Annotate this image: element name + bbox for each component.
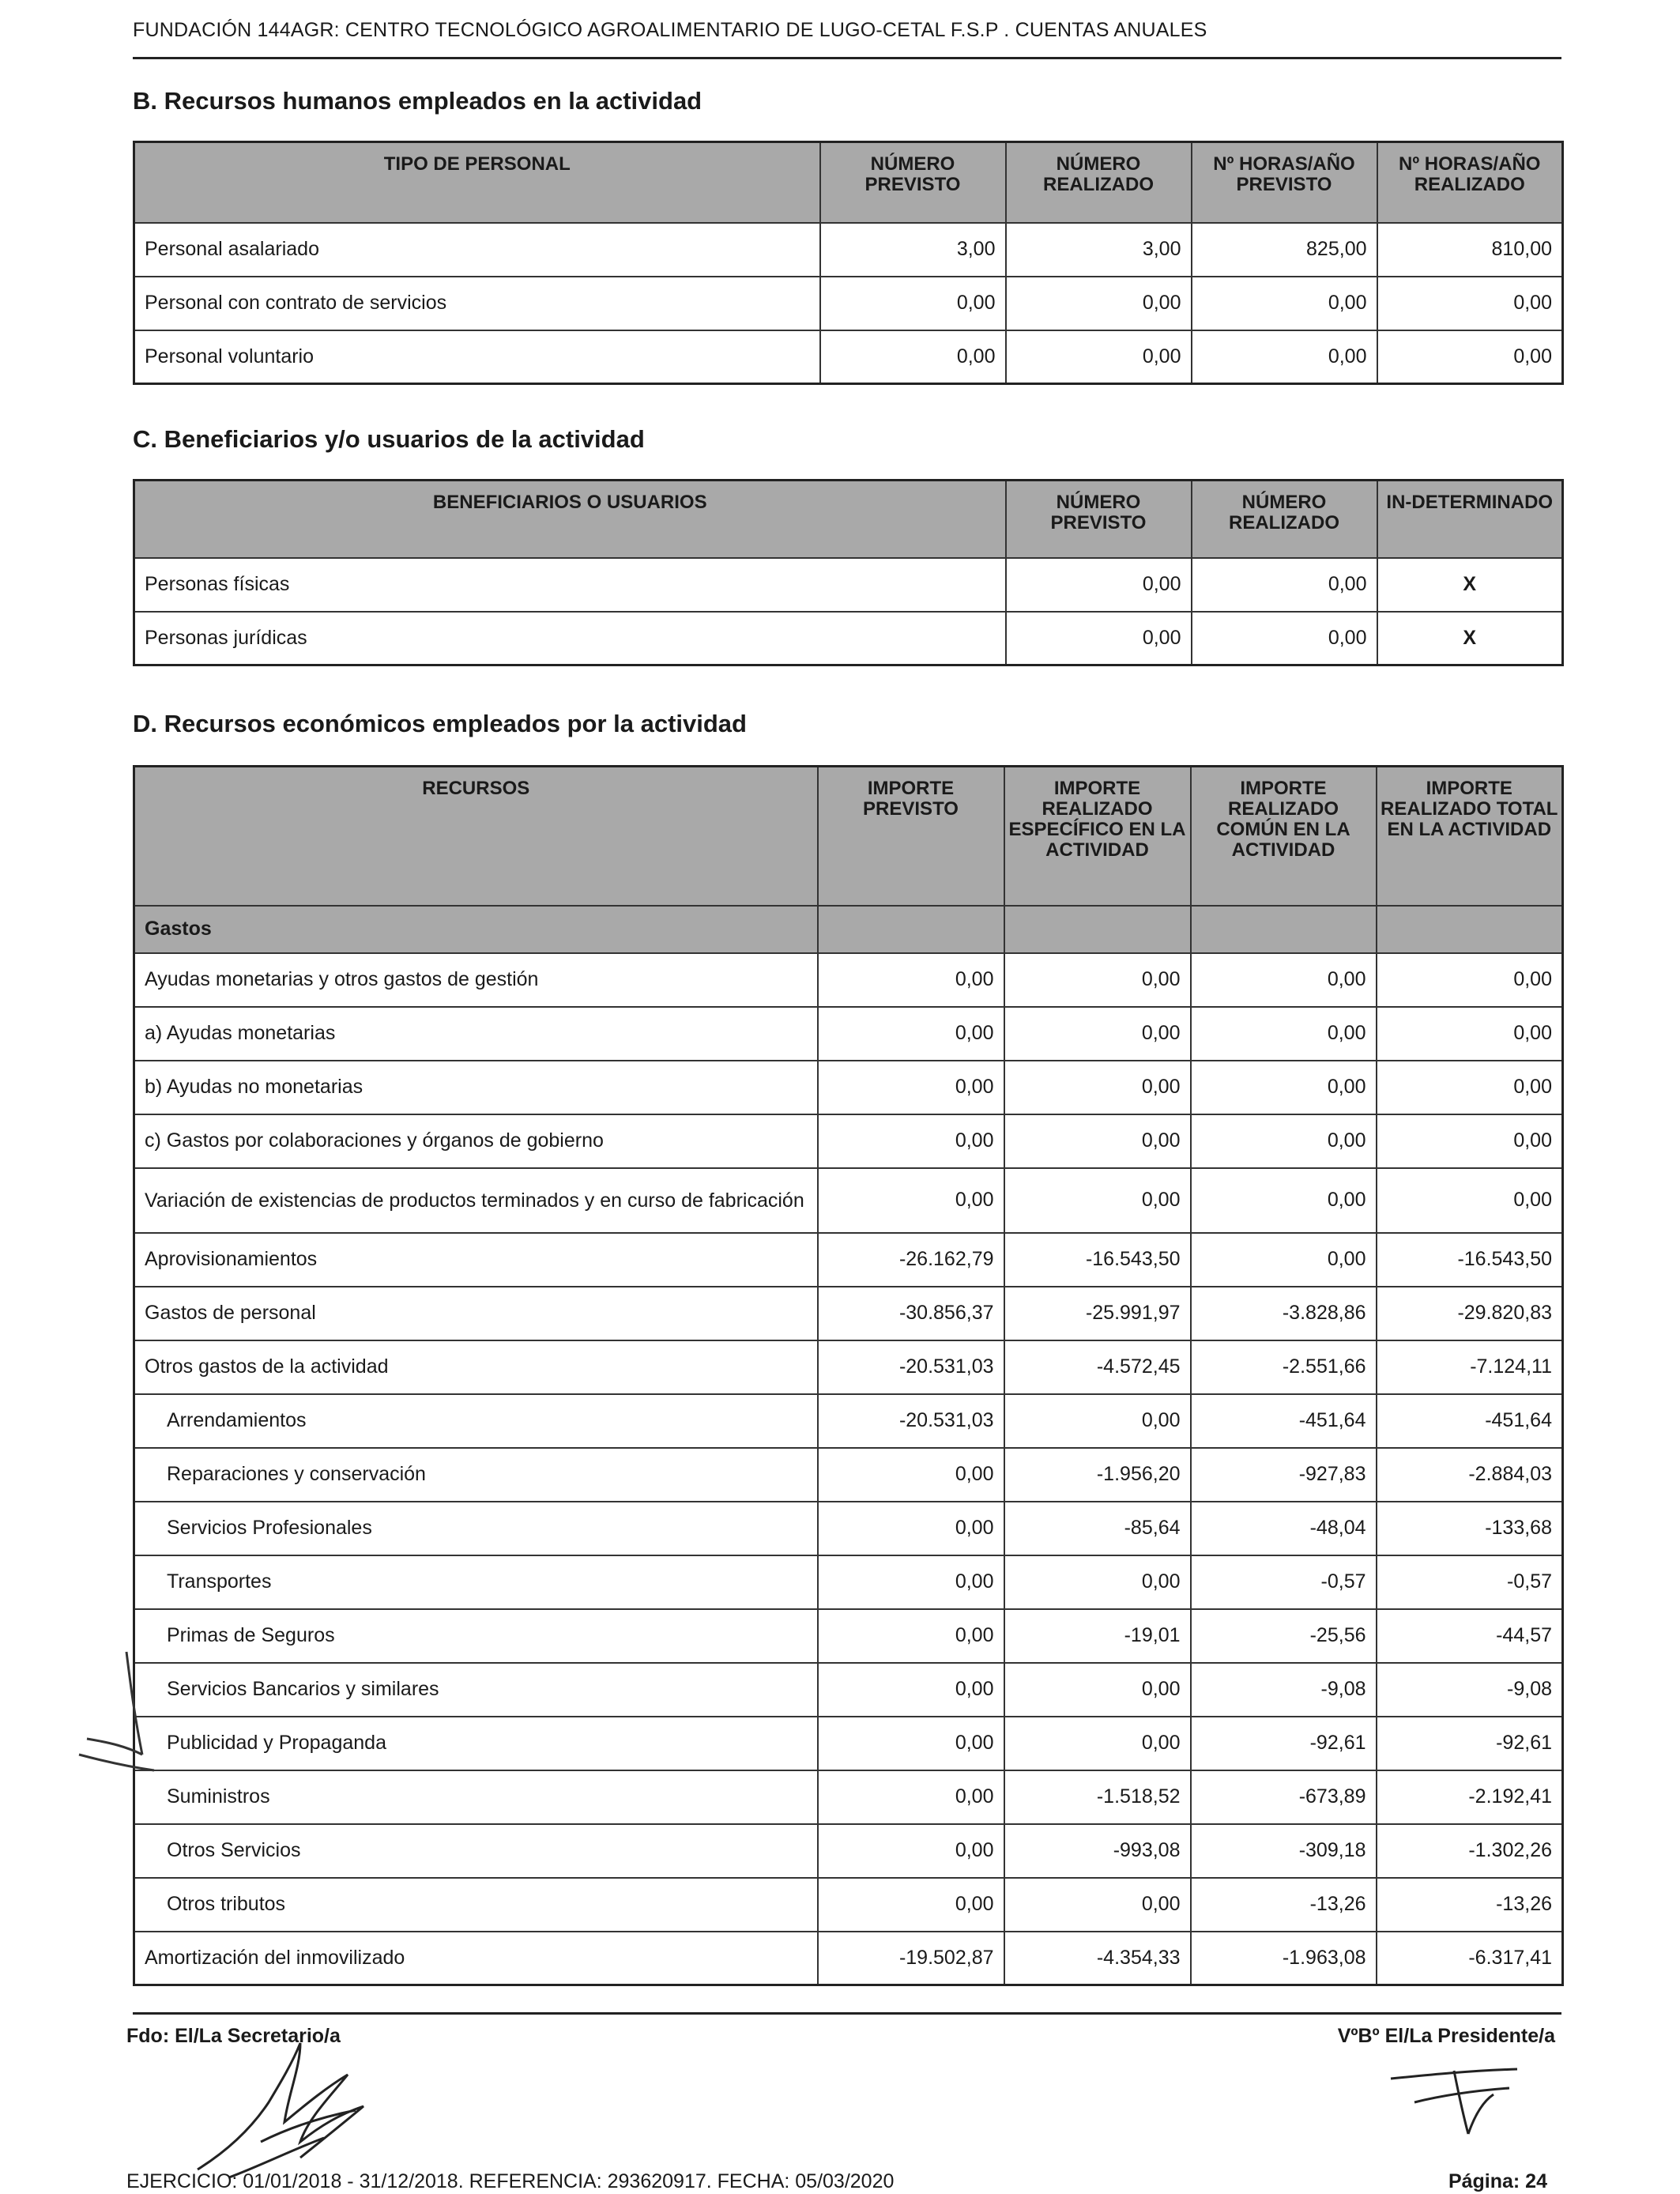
cell-value: 0,00 (1192, 612, 1377, 665)
empty-cell (1004, 906, 1191, 953)
cell-value: -48,04 (1191, 1502, 1377, 1555)
cell-value: -30.856,37 (818, 1287, 1004, 1340)
beneficiaries-table (133, 479, 1564, 666)
row-label: Ayudas monetarias y otros gastos de gestión (134, 953, 818, 1007)
cell-value: -0,57 (1191, 1555, 1377, 1609)
cell-value: 0,00 (1006, 330, 1192, 384)
cell-value: 0,00 (1191, 953, 1377, 1007)
cell-value: -19.502,87 (818, 1932, 1004, 1985)
row-label: Variación de existencias de productos terminados y en curso de fabricación (134, 1168, 818, 1233)
table-row (134, 558, 1563, 612)
cell-value: 0,00 (1004, 1663, 1191, 1717)
col-header: TIPO DE PERSONAL (134, 142, 820, 223)
cell-value: -927,83 (1191, 1448, 1377, 1502)
col-header: BENEFICIARIOS O USUARIOS (134, 481, 1006, 558)
table-row (134, 1555, 1563, 1609)
cell-value: 0,00 (1004, 1007, 1191, 1061)
cell-value: 0,00 (1004, 1394, 1191, 1448)
table-row (134, 1663, 1563, 1717)
cell-value: 0,00 (1377, 1007, 1563, 1061)
col-header: NÚMERO REALIZADO (1006, 142, 1192, 223)
row-label: Personal con contrato de servicios (134, 277, 820, 330)
table-row (134, 1770, 1563, 1824)
cell-value: 0,00 (1377, 1061, 1563, 1114)
cell-value: -92,61 (1377, 1717, 1563, 1770)
cell-value: -20.531,03 (818, 1394, 1004, 1448)
empty-cell (1377, 906, 1563, 953)
document-reference: EJERCICIO: 01/01/2018 - 31/12/2018. REFERENCIA: 293620917. FECHA: 05/03/2020 (126, 2170, 895, 2192)
secretary-signature-label: Fdo: El/La Secretario/a (126, 2025, 341, 2047)
cell-value: 0,00 (818, 1502, 1004, 1555)
cell-value: -16.543,50 (1377, 1233, 1563, 1287)
cell-value: -1.518,52 (1004, 1770, 1191, 1824)
cell-value: -13,26 (1377, 1878, 1563, 1932)
human-resources-table (133, 141, 1564, 385)
row-label: Suministros (134, 1770, 818, 1824)
cell-value: -26.162,79 (818, 1233, 1004, 1287)
row-label: Otros Servicios (134, 1824, 818, 1878)
col-header: IMPORTE PREVISTO (818, 767, 1004, 906)
cell-value: 810,00 (1377, 223, 1563, 277)
col-header: Nº HORAS/AÑO PREVISTO (1192, 142, 1377, 223)
header-rule (133, 57, 1561, 59)
margin-signature-mark (71, 1644, 158, 1778)
cell-value: 0,00 (1191, 1007, 1377, 1061)
row-label: Aprovisionamientos (134, 1233, 818, 1287)
row-label: Otros gastos de la actividad (134, 1340, 818, 1394)
cell-value: 0,00 (1377, 330, 1563, 384)
table-row (134, 1233, 1563, 1287)
table-row (134, 1007, 1563, 1061)
table-row (134, 1932, 1563, 1985)
col-header: IMPORTE REALIZADO ESPECÍFICO EN LA ACTIVIDAD (1004, 767, 1191, 906)
table-row (134, 1448, 1563, 1502)
cell-value: -2.551,66 (1191, 1340, 1377, 1394)
cell-value: 0,00 (1191, 1233, 1377, 1287)
table-row (134, 953, 1563, 1007)
cell-value: 0,00 (1004, 1168, 1191, 1233)
section-c-title: C. Beneficiarios y/o usuarios de la actividad (133, 425, 645, 453)
row-label: Amortización del inmovilizado (134, 1932, 818, 1985)
cell-value: -1.302,26 (1377, 1824, 1563, 1878)
economic-resources-table (133, 765, 1564, 1986)
row-label: Otros tributos (134, 1878, 818, 1932)
cell-value: 0,00 (1192, 330, 1377, 384)
cell-value: 0,00 (820, 277, 1006, 330)
table-row (134, 330, 1563, 384)
cell-value: -673,89 (1191, 1770, 1377, 1824)
col-header: NÚMERO REALIZADO (1192, 481, 1377, 558)
empty-cell (818, 906, 1004, 953)
empty-cell (1191, 906, 1377, 953)
table-row (134, 1717, 1563, 1770)
cell-value: 0,00 (1191, 1114, 1377, 1168)
cell-value: 0,00 (1004, 1717, 1191, 1770)
cell-value: -3.828,86 (1191, 1287, 1377, 1340)
cell-value: 3,00 (1006, 223, 1192, 277)
col-header: IMPORTE REALIZADO COMÚN EN LA ACTIVIDAD (1191, 767, 1377, 906)
row-label: Primas de Seguros (134, 1609, 818, 1663)
cell-value: -309,18 (1191, 1824, 1377, 1878)
col-header: IMPORTE REALIZADO TOTAL EN LA ACTIVIDAD (1377, 767, 1563, 906)
table-row (134, 1340, 1563, 1394)
cell-value: 0,00 (820, 330, 1006, 384)
cell-value: 0,00 (1191, 1168, 1377, 1233)
table-row (134, 1114, 1563, 1168)
cell-value: -2.192,41 (1377, 1770, 1563, 1824)
cell-value: 0,00 (1191, 1061, 1377, 1114)
cell-value: 0,00 (1004, 1555, 1191, 1609)
cell-value: -4.572,45 (1004, 1340, 1191, 1394)
cell-value: 0,00 (818, 1663, 1004, 1717)
cell-value: 0,00 (1004, 953, 1191, 1007)
row-label: Servicios Bancarios y similares (134, 1663, 818, 1717)
col-header: IN-DETERMINADO (1377, 481, 1563, 558)
cell-value: -1.963,08 (1191, 1932, 1377, 1985)
row-label: Arrendamientos (134, 1394, 818, 1448)
col-header: NÚMERO PREVISTO (1006, 481, 1192, 558)
cell-value: -44,57 (1377, 1609, 1563, 1663)
table-row (134, 1287, 1563, 1340)
cell-value: -92,61 (1191, 1717, 1377, 1770)
cell-value: 0,00 (1006, 277, 1192, 330)
secretary-signature (182, 2031, 403, 2181)
cell-value: -133,68 (1377, 1502, 1563, 1555)
cell-value: -9,08 (1191, 1663, 1377, 1717)
cell-value: 0,00 (1006, 558, 1192, 612)
cell-value: 0,00 (818, 1555, 1004, 1609)
section-d-title: D. Recursos económicos empleados por la actividad (133, 710, 747, 737)
table-row (134, 1394, 1563, 1448)
president-signature (1383, 2047, 1525, 2142)
row-label: Personal asalariado (134, 223, 820, 277)
president-signature-label: VºBº El/La Presidente/a (1337, 2025, 1555, 2047)
table-row (134, 1824, 1563, 1878)
row-label: Gastos de personal (134, 1287, 818, 1340)
cell-value: -1.956,20 (1004, 1448, 1191, 1502)
cell-value: 0,00 (1004, 1114, 1191, 1168)
row-label: a) Ayudas monetarias (134, 1007, 818, 1061)
cell-value: 0,00 (1377, 277, 1563, 330)
cell-value: 0,00 (818, 953, 1004, 1007)
page-number: Página: 24 (1448, 2170, 1547, 2192)
cell-value: 0,00 (818, 1448, 1004, 1502)
cell-value: -451,64 (1377, 1394, 1563, 1448)
cell-value: -6.317,41 (1377, 1932, 1563, 1985)
cell-value: 0,00 (1004, 1878, 1191, 1932)
cell-value: 0,00 (1377, 1168, 1563, 1233)
cell-value: 825,00 (1192, 223, 1377, 277)
cell-value: 0,00 (1192, 277, 1377, 330)
table-row (134, 1168, 1563, 1233)
cell-value: X (1377, 612, 1563, 665)
table-header-row (134, 481, 1563, 558)
cell-value: -2.884,03 (1377, 1448, 1563, 1502)
cell-value: -9,08 (1377, 1663, 1563, 1717)
col-header: RECURSOS (134, 767, 818, 906)
cell-value: -85,64 (1004, 1502, 1191, 1555)
cell-value: -4.354,33 (1004, 1932, 1191, 1985)
row-label: Reparaciones y conservación (134, 1448, 818, 1502)
cell-value: 0,00 (818, 1717, 1004, 1770)
cell-value: 0,00 (818, 1824, 1004, 1878)
cell-value: -13,26 (1191, 1878, 1377, 1932)
cell-value: 0,00 (818, 1770, 1004, 1824)
cell-value: -20.531,03 (818, 1340, 1004, 1394)
cell-value: -16.543,50 (1004, 1233, 1191, 1287)
cell-value: 0,00 (1006, 612, 1192, 665)
table-row (134, 1878, 1563, 1932)
cell-value: 0,00 (818, 1878, 1004, 1932)
table-row (134, 1061, 1563, 1114)
cell-value: -19,01 (1004, 1609, 1191, 1663)
cell-value: 0,00 (1377, 1114, 1563, 1168)
row-label: c) Gastos por colaboraciones y órganos de gobierno (134, 1114, 818, 1168)
cell-value: -25.991,97 (1004, 1287, 1191, 1340)
row-label: b) Ayudas no monetarias (134, 1061, 818, 1114)
cell-value: 0,00 (818, 1007, 1004, 1061)
cell-value: 0,00 (818, 1168, 1004, 1233)
row-label: Personas físicas (134, 558, 1006, 612)
cell-value: 0,00 (1192, 558, 1377, 612)
table-row (134, 277, 1563, 330)
cell-value: 3,00 (820, 223, 1006, 277)
col-header: NÚMERO PREVISTO (820, 142, 1006, 223)
document-header: FUNDACIÓN 144AGR: CENTRO TECNOLÓGICO AGROALIMENTARIO DE LUGO-CETAL F.S.P . CUENTAS ANUALES (133, 19, 1207, 41)
cell-value: -0,57 (1377, 1555, 1563, 1609)
section-b-title: B. Recursos humanos empleados en la actividad (133, 87, 703, 115)
cell-value: 0,00 (1377, 953, 1563, 1007)
cell-value: -7.124,11 (1377, 1340, 1563, 1394)
table-row (134, 223, 1563, 277)
cell-value: -993,08 (1004, 1824, 1191, 1878)
footer-rule (133, 2012, 1561, 2015)
cell-value: 0,00 (818, 1114, 1004, 1168)
group-row-gastos (134, 906, 1563, 953)
table-row (134, 612, 1563, 665)
row-label: Publicidad y Propaganda (134, 1717, 818, 1770)
row-label: Servicios Profesionales (134, 1502, 818, 1555)
group-label: Gastos (134, 906, 818, 953)
table-row (134, 1502, 1563, 1555)
table-header-row (134, 142, 1563, 223)
cell-value: X (1377, 558, 1563, 612)
cell-value: 0,00 (818, 1061, 1004, 1114)
cell-value: 0,00 (818, 1609, 1004, 1663)
cell-value: 0,00 (1004, 1061, 1191, 1114)
col-header: Nº HORAS/AÑO REALIZADO (1377, 142, 1563, 223)
cell-value: -25,56 (1191, 1609, 1377, 1663)
row-label: Personal voluntario (134, 330, 820, 384)
table-row (134, 1609, 1563, 1663)
cell-value: -451,64 (1191, 1394, 1377, 1448)
row-label: Transportes (134, 1555, 818, 1609)
row-label: Personas jurídicas (134, 612, 1006, 665)
cell-value: -29.820,83 (1377, 1287, 1563, 1340)
table-header-row (134, 767, 1563, 906)
